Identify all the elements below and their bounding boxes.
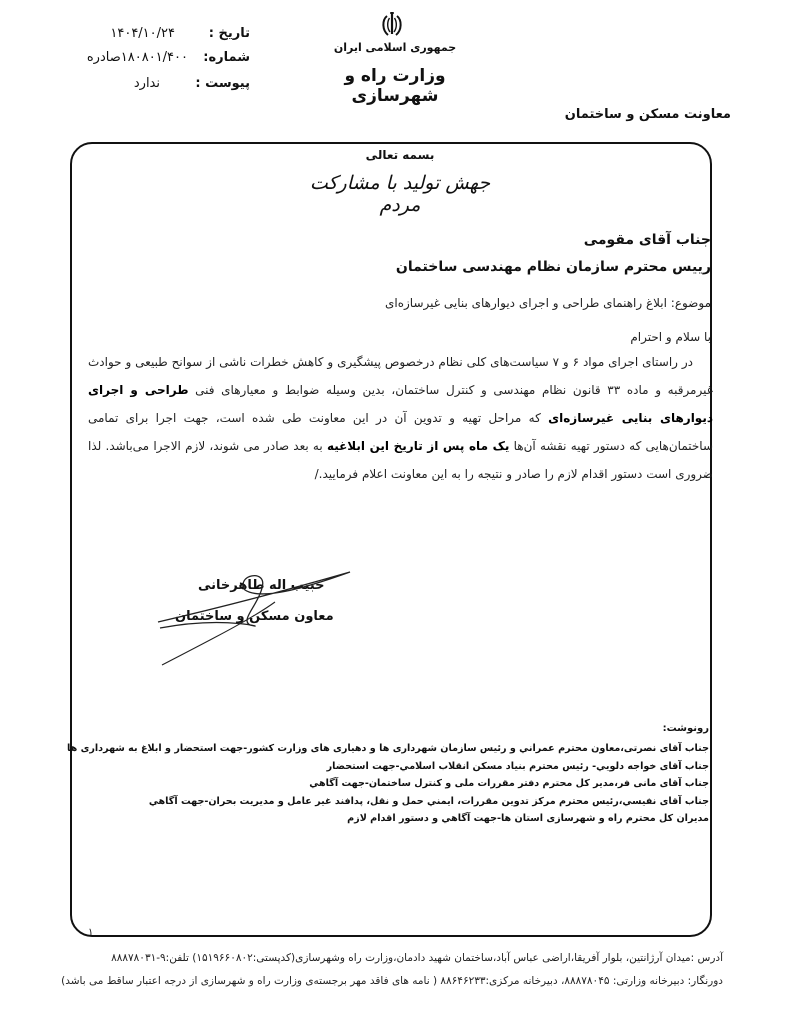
signer-name: حبیب اله طاهرخانی <box>198 578 325 593</box>
cc-item: جناب آقای خواجه دلویي- رئيس محترم بنياد مسكن انقلاب اسلامي-جهت استحضار <box>326 760 709 772</box>
cc-item: مديران كل محترم راه و شهرسازی استان ها-جهت آگاهي و دستور اقدام لازم <box>347 813 709 824</box>
signer-title: معاون مسکن و ساختمان <box>175 609 334 624</box>
attachment-value: ندارد <box>133 76 160 91</box>
body-text-2: که مراحل تهیه و تدوین آن در این معاونت طی شده است، جهت اجرا برای تمامی ساختمان‌هایی که دستور تهیه نقشه آن‌ها <box>88 411 714 453</box>
cc-item: جناب آقای نصرتی،معاون محترم عمراني و رئيس سازمان شهرداری ها و دهیاری های وزارت کشور-جهت استحضار و ابلاغ به شهرداری ها <box>66 743 709 754</box>
iran-emblem-icon <box>380 10 404 40</box>
body-text-1: در راستای اجرای مواد ۶ و ۷ سیاست‌های کلی نظام درخصوص پیشگیری و کاهش خطرات ناشی از سوانح طبیعی و حوادث غیرمرقبه و ماده ۳۳ قانون نظام مهندسی و کنترل ساختمان، بدین وسیله ضوابط و معیارهای فنی <box>88 355 714 397</box>
cc-item: جناب آقای مانی فر،مدير كل محترم دفتر مقررات ملی و کنترل ساختمان-جهت آگاهي <box>309 778 709 789</box>
number-value: ۱۸۰۸۰۱/۴۰۰صادره <box>86 50 188 65</box>
slogan: جهش تولید با مشارکت مردم <box>309 172 491 216</box>
cc-item: جناب آقای نفیسي،رئيس محترم مركز تدوين مقررات، ايمني حمل و نقل، پدافند غير عامل و مديريت بحران-جهت آگاهي <box>148 795 709 807</box>
deputy-heading: معاونت مسکن و ساختمان <box>564 107 731 122</box>
handwritten-signature <box>150 560 360 670</box>
recipient-name: جناب آقای مقومی <box>583 232 711 248</box>
recipient-title: رییس محترم سازمان نظام مهندسی ساختمان <box>395 259 711 275</box>
bismillah: بسمه تعالی <box>365 148 435 162</box>
body-bold-deadline: یک ماه پس از تاریخ این ابلاغیه <box>326 439 510 453</box>
letter-body <box>88 348 713 488</box>
subject: موضوع: ابلاغ راهنمای طراحی و اجرای دیوارهای بنایی غیرسازه‌ای <box>385 296 711 310</box>
ministry-title: وزارت راه و شهرسازی <box>344 66 446 106</box>
republic-title: جمهوری اسلامی ایران <box>333 41 457 54</box>
footer-address: آدرس :میدان آرژانتین، بلوار آفریقا،اراضی عباس آباد،ساختمان شهید دادمان،وزارت راه وشهرسازی(کدپستی:۱۵۱۹۶۶۰۸۰۲) تلفن:۹-۸۸۸۷۸۰۳۱ <box>111 952 723 964</box>
attachment-label: پیوست : <box>195 76 250 91</box>
footer-fax: دورنگار: دبیرخانه وزارتی: ۸۸۸۷۸۰۴۵، دبیرخانه مرکزی:۸۸۶۴۶۲۳۳ ( نامه های فاقد مهر برجسته‌ی وزارت راه و شهرسازی از درجه اعتبار ساقط می باشد) <box>61 975 723 987</box>
number-label: شماره: <box>203 50 250 65</box>
page-number: ۱ <box>88 927 94 938</box>
date-value: ۱۴۰۴/۱۰/۲۴ <box>110 26 175 41</box>
cc-list <box>67 740 709 828</box>
cc-title: رونوشت: <box>662 723 709 734</box>
body-bold-title: طراحی و اجرای دیوارهای بنایی غیرسازه‌ای <box>88 383 713 425</box>
letter-meta <box>60 26 250 100</box>
date-label: تاریخ : <box>208 26 250 41</box>
greeting: با سلام و احترام <box>630 330 711 344</box>
body-text-3: به بعد صادر می شوند، لازم الاجرا می‌باشد. لذا ضروری است دستور اقدام لازم را صادر و نتیجه را به این معاونت اعلام فرمایید./ <box>88 439 713 481</box>
